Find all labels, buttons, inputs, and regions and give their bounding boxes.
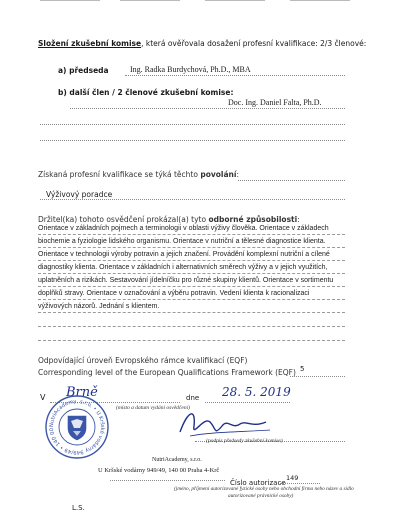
signature	[170, 402, 280, 442]
place-handwritten: Brně	[66, 385, 98, 400]
member-name: Doc. Ing. Daniel Falta, Ph.D.	[228, 98, 322, 107]
v-label: V	[40, 393, 46, 402]
auth-number: 149	[286, 474, 299, 482]
member-line	[70, 108, 345, 109]
eqf-label-en: Corresponding level of the European Qualifications Framework (EQF)	[38, 368, 296, 377]
competence-label	[38, 215, 300, 224]
chair-line	[125, 75, 345, 76]
official-stamp	[44, 394, 110, 460]
competence-line: diagnostiky klienta. Orientace v základních i alternativních směrech výživy a v jejich využitích,	[38, 264, 328, 271]
profession-line	[40, 199, 345, 200]
top-rule	[290, 0, 350, 1]
committee-heading-bold: Složení zkušební komise	[38, 39, 142, 48]
rule	[38, 234, 345, 235]
rule	[38, 260, 345, 261]
competence-line: biochemie a fyziologie lidského organismu. Orientace v nutriční a tělesné diagnostice klienta.	[38, 238, 326, 245]
rule	[38, 312, 345, 313]
org-name: NutriAcademy, s.r.o.	[152, 457, 202, 463]
svg-text:NutriAcademy, s.r.o. • U Kršsk: NutriAcademy, s.r.o. • U Kršské vodárny 949/49 • 140 00	[48, 398, 106, 456]
auth-note-1: (jméno, příjmení autorizované fyzické osoby nebo obchodní firma nebo název a sídlo	[174, 486, 354, 492]
committee-heading	[38, 39, 366, 48]
auth-label: Číslo autorizace	[230, 479, 286, 487]
rule	[38, 286, 345, 287]
member-label: b) další člen / 2 členové zkušební komise:	[58, 88, 234, 97]
rule	[38, 340, 345, 341]
rule	[38, 247, 345, 248]
top-rule	[120, 0, 180, 1]
top-rule	[40, 0, 100, 1]
competence-label-text: Držitel(ka) tohoto osvědčení prokázal(a) tyto	[38, 215, 209, 224]
eqf-level-line	[290, 376, 345, 377]
blank-line	[40, 140, 345, 141]
auth-number-line	[280, 483, 320, 484]
eqf-level: 5	[300, 365, 305, 373]
profession-label-end: :	[236, 170, 239, 179]
competence-label-bold: odborné způsobilosti	[208, 215, 298, 224]
ls-label: L.S.	[72, 504, 85, 512]
eqf-label-cz: Odpovídající úroveň Evropského rámce kvalifikací (EQF)	[38, 356, 248, 365]
stamp-icon	[44, 394, 110, 460]
rule	[38, 299, 345, 300]
auth-name-line	[110, 480, 225, 481]
competence-line: Orientace v základních pojmech a terminologii v oblasti výživy člověka. Orientace v základech	[38, 225, 329, 232]
signature-note: (podpis předsedy zkušební komise)	[206, 438, 283, 444]
competence-line: doplňků stravy. Orientace v označování a výběru potravin. Vedení klienta k racionalizaci	[38, 290, 310, 297]
auth-note-2: autorizované právnické osoby)	[228, 493, 294, 499]
profession-label	[38, 170, 239, 179]
competence-line: výživových názorů. Jednání s klientem.	[38, 303, 160, 310]
date-handwritten: 28. 5. 2019	[222, 385, 291, 399]
top-rule	[205, 0, 265, 1]
profession-label-line	[238, 180, 345, 181]
competence-line: Orientace v technologii výroby potravin a jejich značení. Provádění komplexní nutriční a cílené	[38, 251, 330, 258]
profession-label-text: Získaná profesní kvalifikace se týká těchto	[38, 170, 201, 179]
competence-line: uplatněních a rizikách. Sestavování jídelníčku pro různé skupiny klientů. Orientace v sortimentu	[38, 277, 334, 284]
chair-name: Ing. Radka Burdychová, Ph.D., MBA	[130, 65, 251, 74]
committee-heading-rest: , která ověřovala dosažení profesní kvalifikace: 2/3 členové:	[141, 39, 367, 48]
blank-line	[40, 124, 345, 125]
profession-label-bold: povolání	[200, 170, 237, 179]
rule	[38, 326, 345, 327]
org-address: U Kršské vodárny 949/49, 140 00 Praha 4-Krč	[98, 467, 220, 474]
chair-label: a) předseda	[58, 66, 109, 75]
competence-label-end: :	[297, 215, 300, 224]
place-date-note: (místo a datum vydání osvědčení)	[116, 405, 190, 411]
profession-value: Výživový poradce	[46, 190, 113, 199]
rule	[38, 273, 345, 274]
dne-label: dne	[186, 394, 200, 402]
